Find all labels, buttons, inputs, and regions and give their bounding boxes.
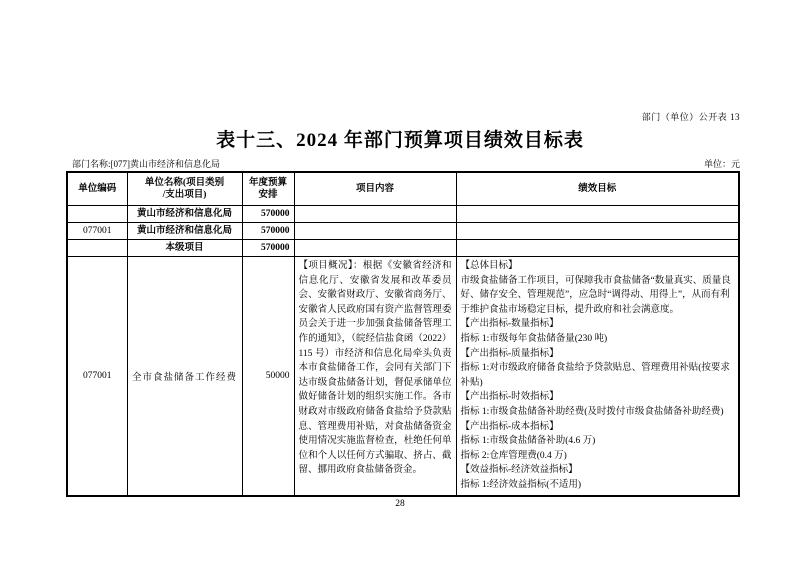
table-row-unit-total (67, 223, 739, 240)
performance-target-cell (456, 257, 739, 496)
table-row-salt-reserve-project (67, 257, 739, 496)
col-header-unit-code (67, 172, 127, 206)
unit-code-cell (67, 240, 127, 257)
performance-target-cell (456, 223, 739, 240)
project-overview-paragraph: 【项目概况】：根据《安徽省经济和信息化厅、安徽省发展和改革委员会、安徽省财政厅、安徽省商务厅、安徽省人民政府国有资产监督管理委员会关于进一步加强食盐储备管理工作的通知》，（皖经信盐食函（2022）115 号）市经济和信息化局牵头负责本市食盐储备工作，会同有关部门下达市级食盐储备计划，督促承储单位做好储备计划的组织实施工作。各市财政对市级政府储备食盐给予贷款贴息、管理费用补贴，对食盐储备资金使用情况实施监督检查，杜绝任何单位和个人以任何方式骗取、挤占、截留、挪用政府食盐储备资金。 (298, 261, 452, 476)
performance-target-table (66, 171, 740, 497)
page-title: 表十三、2024 年部门预算项目绩效目标表 (216, 130, 584, 151)
target-line: 指标 2:仓库管理费(0.4 万) (460, 450, 567, 461)
budget-cell: 50000 (242, 257, 294, 496)
target-line: 【效益指标-经济效益指标】 (460, 465, 578, 476)
target-line: 指标 1:市级食盐储备补助(4.6 万) (460, 436, 596, 447)
project-name-cell: 全市食盐储备工作经费 (127, 257, 242, 496)
project-content-cell (294, 257, 456, 496)
header-text: 绩效目标 (578, 184, 617, 194)
budget-cell: 570000 (242, 206, 294, 223)
col-header-performance-target (456, 172, 739, 206)
header-text: /支出项目) (162, 190, 207, 200)
target-line: 指标 1:市级每年食盐储备量(230 吨) (460, 333, 608, 344)
page-number: 28 (395, 499, 405, 509)
table-row-local-projects (67, 240, 739, 257)
header-text: 年度预算 (248, 178, 287, 188)
unit-code-cell: 077001 (67, 223, 127, 240)
target-line: 【产出指标-成本指标】 (460, 421, 559, 432)
target-line: 指标 1:对市级政府储备食盐给予贷款贴息、管理费用补贴(按要求补贴) (460, 363, 730, 388)
budget-cell: 570000 (242, 223, 294, 240)
table-row-department-total (67, 206, 739, 223)
target-line: 【产出指标-数量指标】 (460, 319, 559, 330)
header-text: 项目内容 (355, 184, 394, 194)
performance-target-cell (456, 240, 739, 257)
table-header-row (67, 172, 739, 206)
performance-target-cell (456, 206, 739, 223)
col-header-unit-name (127, 172, 242, 206)
table-meta-row (72, 157, 740, 170)
target-line: 指标 1:市级食盐储备补助经费(及时拨付市级食盐储备补助经费) (460, 406, 724, 417)
unit-code-cell: 077001 (67, 257, 127, 496)
target-line: 指标 1:经济效益指标(不适用) (460, 479, 582, 490)
unit-of-measure-label: 单位：元 (703, 159, 740, 169)
budget-cell: 570000 (242, 240, 294, 257)
header-text: 单位编码 (78, 184, 117, 194)
target-line: 市级食盐储备工作项目，可保障我市食盐储备“数量真实、质量良好、储存安全、管理规范”，应急时“调得动、用得上”，从而有利于维护食盐市场稳定目标，提升政府和社会满意度。 (460, 275, 731, 315)
target-line: 【产出指标-时效指标】 (460, 392, 559, 403)
doc-ref-label: 部门（单位）公开表 13 (641, 112, 740, 122)
col-header-project-content (294, 172, 456, 206)
header-text: 单位名称(项目类别 (144, 178, 225, 188)
unit-name-cell: 本级项目 (127, 240, 242, 257)
dept-name-label: 部门名称:[077]黄山市经济和信息化局 (72, 159, 220, 169)
unit-name-cell: 黄山市经济和信息化局 (127, 206, 242, 223)
project-content-cell (294, 206, 456, 223)
header-text: 安排 (258, 190, 278, 200)
col-header-annual-budget (242, 172, 294, 206)
target-line: 【产出指标-质量指标】 (460, 348, 559, 359)
project-content-cell (294, 223, 456, 240)
target-line: 【总体目标】 (460, 261, 518, 271)
unit-name-cell: 黄山市经济和信息化局 (127, 223, 242, 240)
project-content-cell (294, 240, 456, 257)
unit-code-cell (67, 206, 127, 223)
